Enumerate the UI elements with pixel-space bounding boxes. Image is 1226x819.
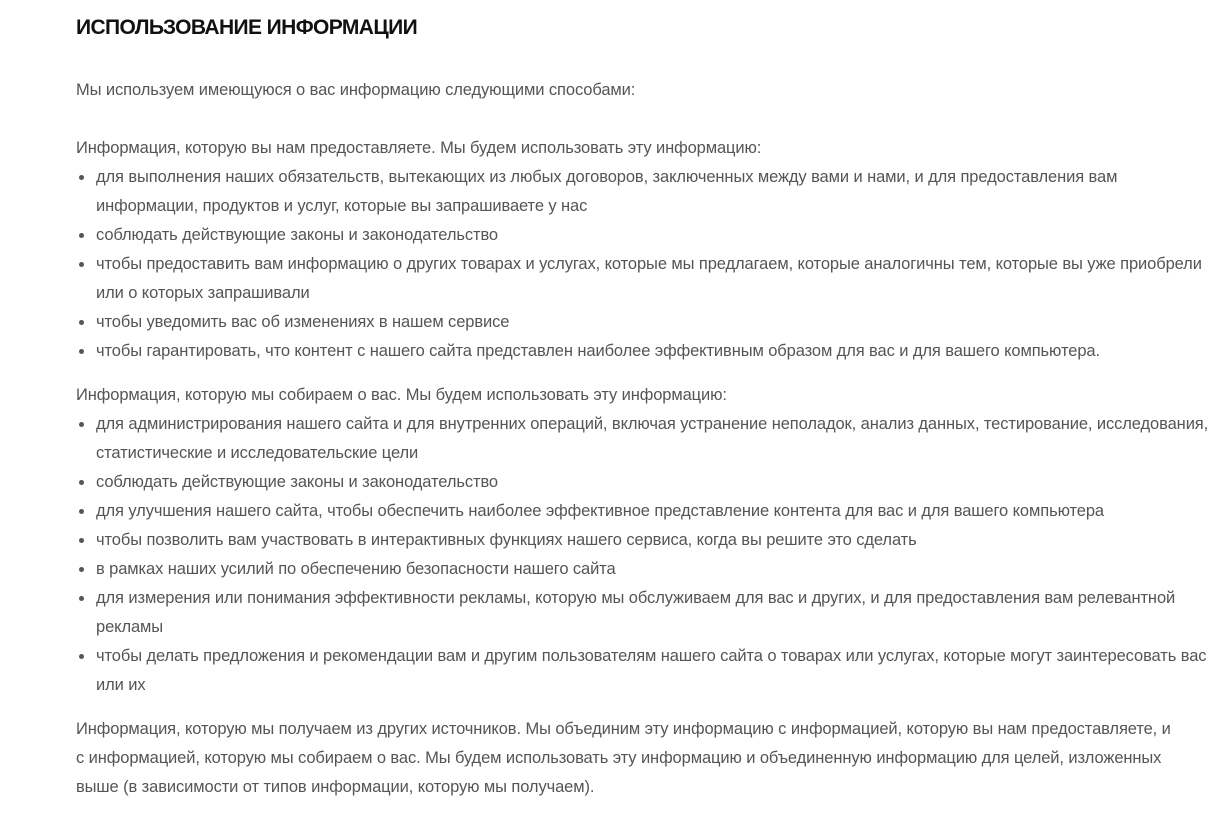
list-item-text: чтобы уведомить вас об изменениях в нашем сервисе (96, 313, 510, 331)
bullet-icon (79, 654, 84, 659)
list-item (76, 497, 1222, 526)
list-item-text: чтобы делать предложения и рекомендации вам и другим пользователям нашего сайта о товарах или услугах, которые могут заинтересовать вас или их (96, 647, 1207, 694)
bullet-icon (79, 509, 84, 514)
list-item (76, 221, 1222, 250)
list-item (76, 163, 1222, 221)
bullet-icon (79, 262, 84, 267)
list-item-text: для выполнения наших обязательств, вытекающих из любых договоров, заключенных между вами и нами, и для предоставления вам информации, продуктов и услуг, которые вы запрашиваете у нас (96, 168, 1118, 215)
bullet-icon (79, 567, 84, 572)
list-item-text: для измерения или понимания эффективности рекламы, которую мы обслуживаем для вас и других, и для предоставления вам релевантной рекламы (96, 589, 1176, 636)
section-heading: ИСПОЛЬЗОВАНИЕ ИНФОРМАЦИИ (76, 16, 418, 39)
list-item-text: для администрирования нашего сайта и для внутренних операций, включая устранение неполадок, анализ данных, тестирование, исследования, статистические и исследовательские цели (96, 415, 1209, 462)
bullet-icon (79, 233, 84, 238)
intro-text: Мы используем имеющуюся о вас информацию следующими способами: (76, 81, 636, 99)
other-sources-paragraph: Информация, которую мы получаем из других источников. Мы объединим эту информацию с информацией, которую вы нам предоставляете, и с информацией, которую мы собираем о вас. Мы будем использовать эту информацию и объединенную информацию для целей, изложенных выше (в зависимости от типов информации, которую мы получаем). (76, 720, 1171, 796)
list-item-text: для улучшения нашего сайта, чтобы обеспечить наиболее эффективное представление контента для вас и для вашего компьютера (96, 502, 1104, 520)
list-item (76, 642, 1222, 700)
list-item-text: соблюдать действующие законы и законодательство (96, 473, 499, 491)
bullet-icon (79, 320, 84, 325)
list-item (76, 410, 1222, 468)
bullet-icon (79, 538, 84, 543)
list-item (76, 337, 1222, 366)
bullet-icon (79, 175, 84, 180)
list-item (76, 308, 1222, 337)
list-item (76, 250, 1222, 308)
bullet-icon (79, 349, 84, 354)
list-item-text: соблюдать действующие законы и законодательство (96, 226, 499, 244)
list-item-text: чтобы предоставить вам информацию о других товарах и услугах, которые мы предлагаем, которые аналогичны тем, которые вы уже приобрели или о которых запрашивали (96, 255, 1202, 302)
list-item (76, 584, 1222, 642)
list-item-text: чтобы позволить вам участвовать в интерактивных функциях нашего сервиса, когда вы решите это сделать (96, 531, 917, 549)
bullet-icon (79, 480, 84, 485)
policy-content (76, 14, 1222, 802)
list-item-text: чтобы гарантировать, что контент с нашего сайта представлен наиболее эффективным образом для вас и для вашего компьютера. (96, 342, 1100, 360)
provided-info-list (76, 163, 1222, 366)
bullet-icon (79, 596, 84, 601)
collected-info-lead: Информация, которую мы собираем о вас. Мы будем использовать эту информацию: (76, 386, 727, 404)
list-item (76, 526, 1222, 555)
list-item (76, 555, 1222, 584)
list-item (76, 468, 1222, 497)
provided-info-lead: Информация, которую вы нам предоставляете. Мы будем использовать эту информацию: (76, 139, 762, 157)
collected-info-list (76, 410, 1222, 700)
bullet-icon (79, 422, 84, 427)
list-item-text: в рамках наших усилий по обеспечению безопасности нашего сайта (96, 560, 616, 578)
